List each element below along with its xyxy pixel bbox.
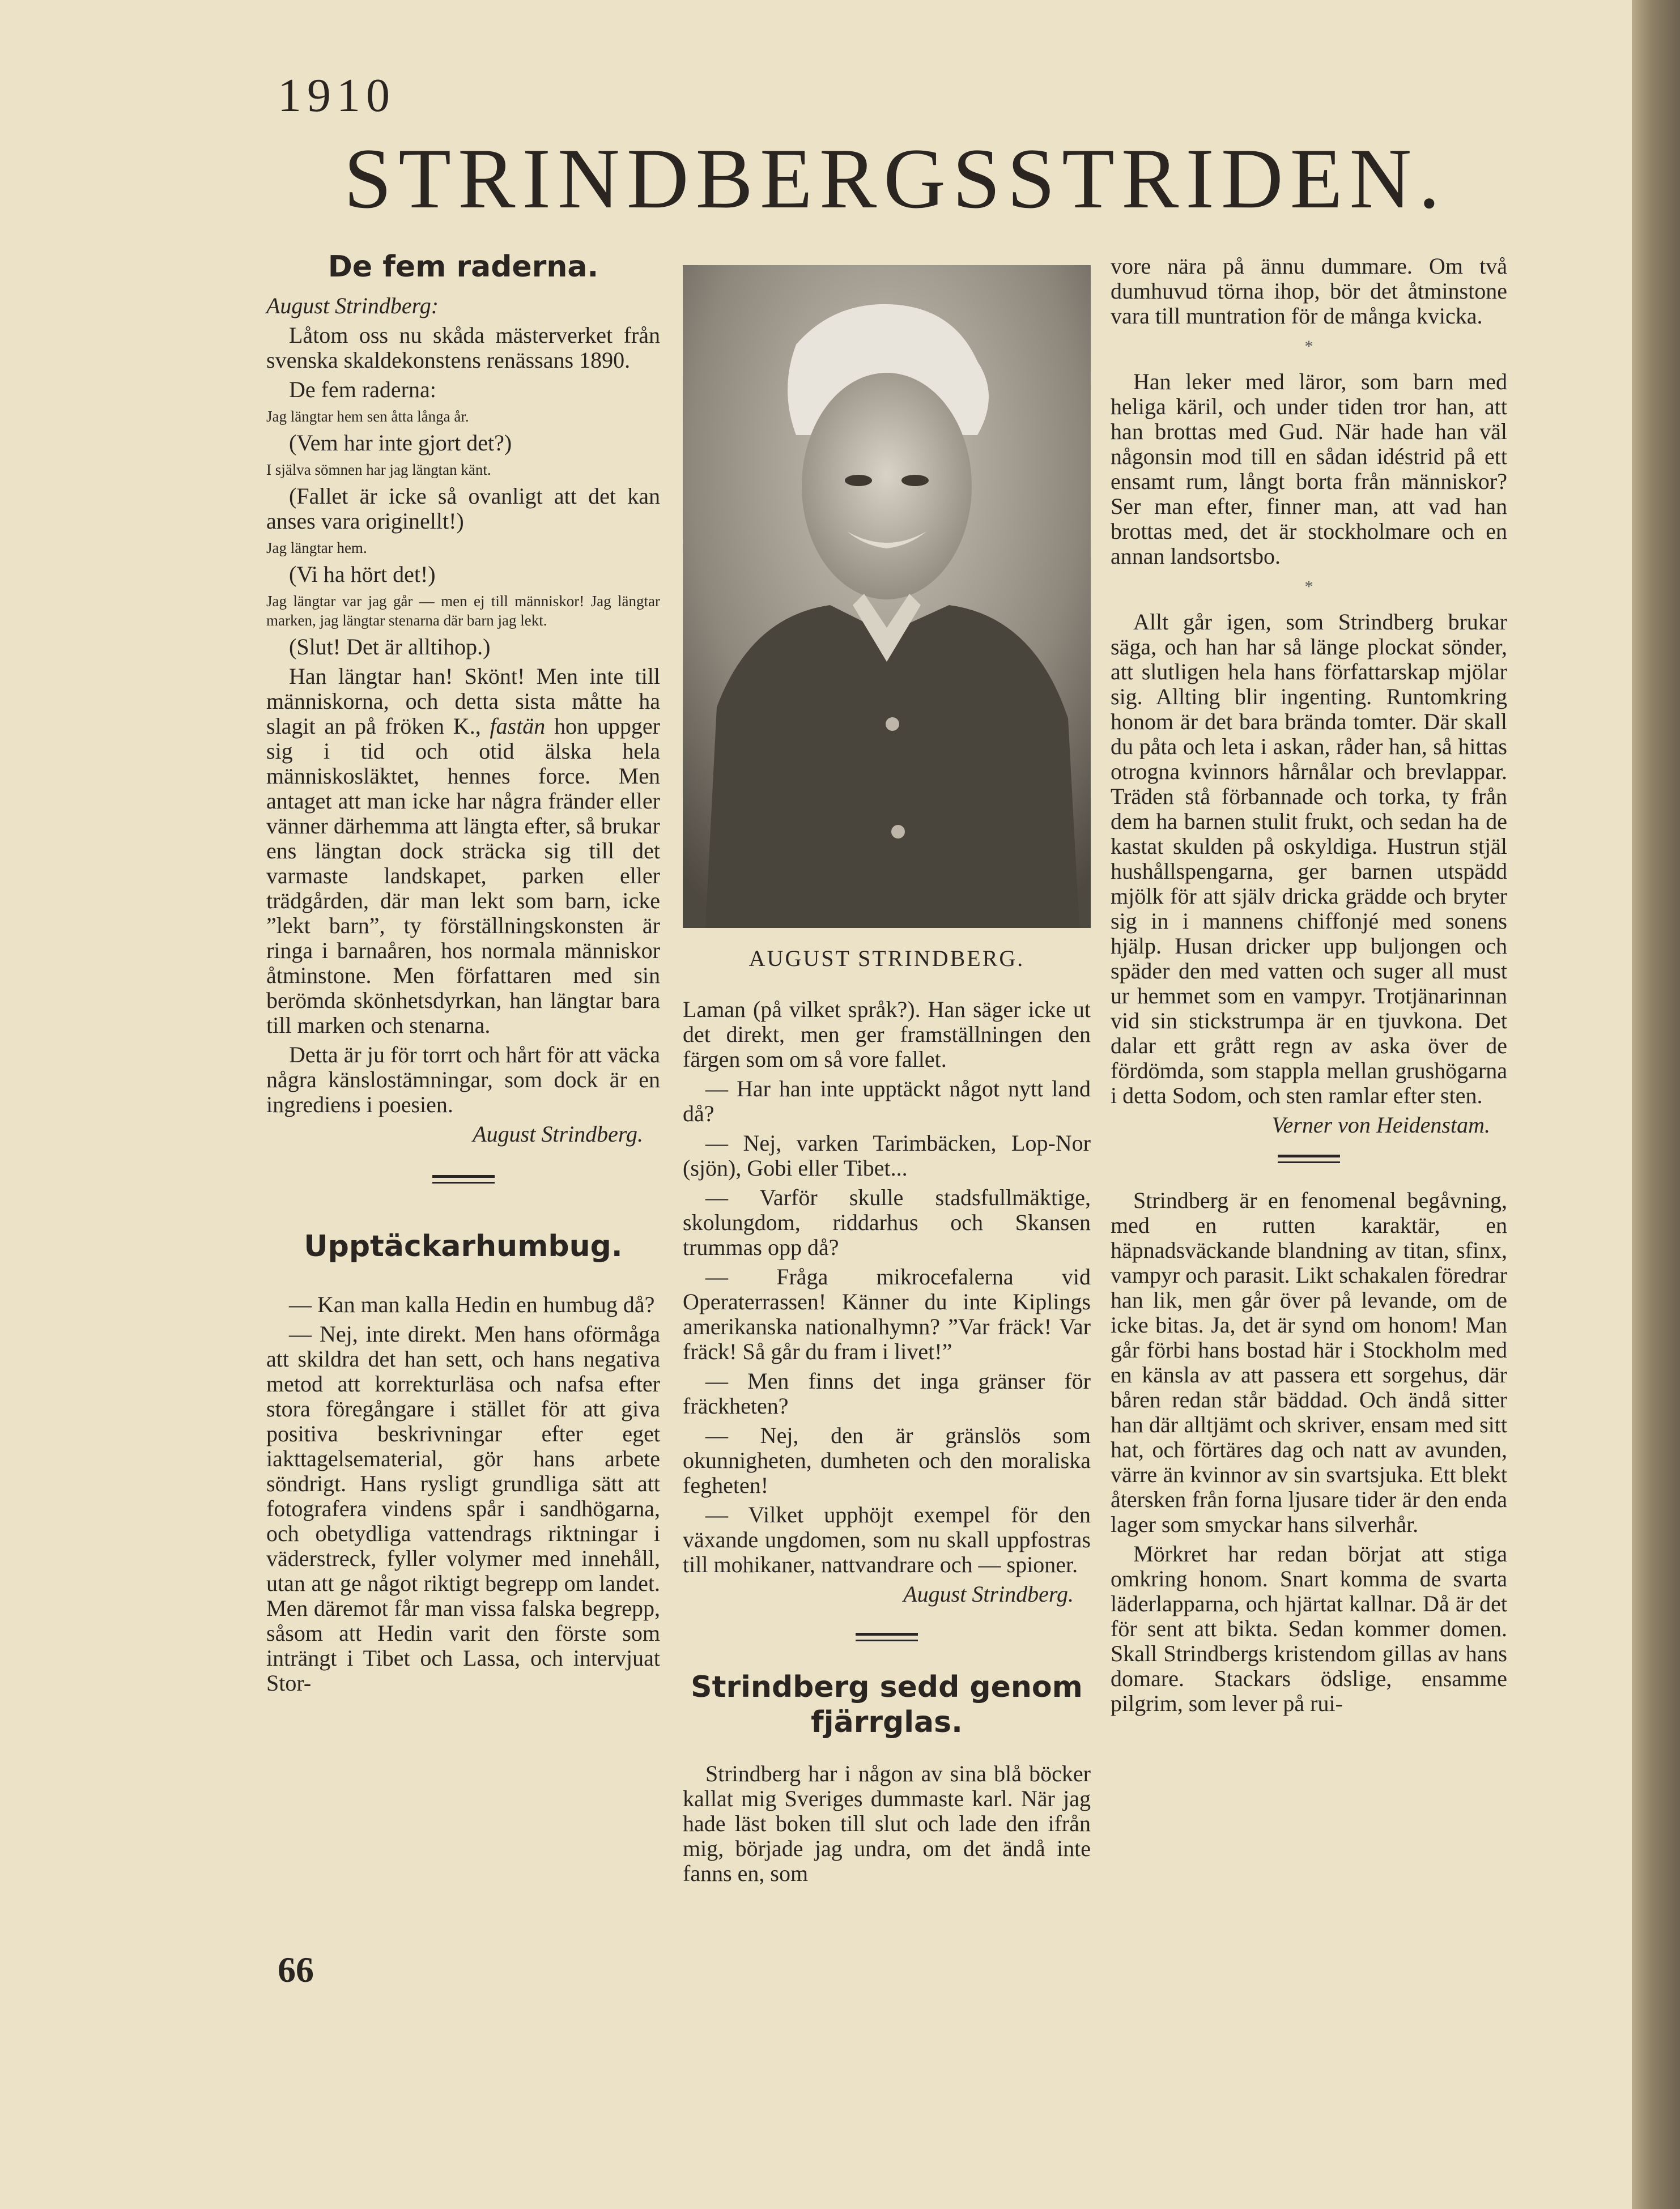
paragraph: — Nej, inte direkt. Men hans oförmåga att skildra det han sett, och hans negativa metod att korrekturläsa och nafsa efter stora föregångare i stället för att giva positiva beskrivningar efter eget iakttagelsematerial, gör hans arbete söndrigt. Hans rysligt grundliga sätt att fotografera vindens spår i sandhögarna, och obetydliga vattendrags riktningar i väderstreck, fyller volymer med innehåll, utan att ge något riktigt begrepp om landet. Men däremot får man vissa falska begrepp, såsom att Hedin varit den förste som inträngt i Tibet och Lassa, och intervjuat Stor- bbox=[266, 1321, 660, 1696]
section-star: * bbox=[1304, 337, 1313, 356]
poem-quote: Jag längtar var jag går — men ej till människor! Jag längtar marken, jag längtar stenarna där barn jag lekt. bbox=[266, 593, 660, 629]
section-star: * bbox=[1304, 577, 1313, 596]
dialogue-line: — Vilket upphöjt exempel för den växande ungdomen, som nu skall uppfostras till mohikaner, nattvandrare och — spioner. bbox=[683, 1502, 1091, 1577]
column-left bbox=[266, 249, 660, 1700]
poem-quote: I själva sömnen har jag längtan känt. bbox=[266, 461, 491, 478]
poem-quote: Jag längtar hem. bbox=[266, 539, 367, 556]
page-edge bbox=[1632, 0, 1680, 2209]
comment: (Slut! Det är alltihop.) bbox=[289, 634, 491, 659]
dialogue-line: — Men finns det inga gränser för fräckheten? bbox=[683, 1368, 1091, 1419]
page-number: 66 bbox=[278, 1950, 314, 1990]
signature: Verner von Heidenstam. bbox=[1271, 1112, 1490, 1138]
signature: August Strindberg. bbox=[903, 1581, 1074, 1607]
text-run: hon uppger sig i tid och otid älska hela människosläktet, hennes force. Men antaget att man icke har några fränder eller vänner därhemma att längta efter, så brukar ens längtan dock sträcka sig till det varmaste landskapet, parken eller trädgården, där man lekt som barn, icke ”lekt barn”, ty förställningskonsten är ringa i barnaåren, hos normala människor åtminstone. Men författaren med sin berömda skönhetsdyrkan, han längtar bara till marken och stenarna. bbox=[266, 713, 661, 1038]
byline: August Strindberg: bbox=[266, 293, 439, 318]
paragraph: — Kan man kalla Hedin en humbug då? bbox=[289, 1292, 655, 1317]
dialogue-line: — Fråga mikrocefalerna vid Operaterrassen! Känner du inte Kiplings amerikanska nationalhymn? ”Var fräck! Var fräck! Så går du fram i livet!” bbox=[683, 1264, 1091, 1364]
comment: (Vi ha hört det!) bbox=[289, 561, 436, 587]
signature: August Strindberg. bbox=[473, 1121, 643, 1147]
paragraph: Strindberg är en fenomenal begåvning, med en rutten karaktär, en häpnadsväckande blandning av titan, sfinx, vampyr och parasit. Likt schakalen föredrar han lik, men går över på levande, om de icke bitas. Ja, det är synd om honom! Man går förbi hans bostad här i Stockholm med en känsla av att passera ett sorgehus, där båren redan står bäddad. Och ändå sitter han där alltjämt och skriver, ensam med sitt hat, och förtäres dag och natt av avunden, värre än kvinnor av sin svartsjuka. Ett blekt återsken från forna ljusare tider är den enda lager som smyckar hans silverhår. bbox=[1111, 1188, 1507, 1537]
paragraph: Han leker med läror, som barn med heliga käril, och under tiden tror han, att han brottas med Gud. När hade han väl någonsin mod till en sådan idéstrid på ett ensamt rum, långt borta från människor? Ser man efter, finner man, att vad han brottas med, det är stockholmare och en annan landsortsbo. bbox=[1111, 369, 1507, 569]
section-heading-fjarrglas: Strindberg sedd genom fjärrglas. bbox=[691, 1670, 1083, 1739]
paragraph: Strindberg har i någon av sina blå böcker kallat mig Sveriges dummaste karl. När jag hade läst boken till slut och lade den ifrån mig, började jag undra, om det ändå inte fanns en, som bbox=[683, 1761, 1091, 1886]
paragraph: Laman (på vilket språk?). Han säger icke ut det direkt, men ger framställningen den färgen som om så vore fallet. bbox=[683, 997, 1091, 1072]
paragraph bbox=[266, 664, 660, 1038]
section-rule bbox=[432, 1175, 495, 1184]
section-rule bbox=[856, 1633, 918, 1641]
photo-caption: AUGUST STRINDBERG. bbox=[748, 946, 1025, 971]
section-heading-de-fem-raderna: De fem raderna. bbox=[328, 250, 599, 284]
paragraph: Låtom oss nu skåda mästerverket från svenska skaldekonstens renässans 1890. bbox=[266, 322, 660, 373]
portrait-photo bbox=[683, 265, 1091, 928]
dialogue-line: — Varför skulle stadsfullmäktige, skolungdom, riddarhus och Skansen trummas opp då? bbox=[683, 1185, 1091, 1260]
paragraph: vore nära på ännu dummare. Om två dumhuvud törna ihop, bör det åtminstone vara till muntration för de många kvicka. bbox=[1111, 253, 1507, 329]
dialogue-line: — Nej, varken Tarimbäcken, Lop-Nor (sjön), Gobi eller Tibet... bbox=[683, 1130, 1091, 1181]
year-heading: 1910 bbox=[278, 69, 395, 122]
dialogue-line: — Har han inte upptäckt något nytt land då? bbox=[683, 1076, 1091, 1126]
column-right bbox=[1111, 254, 1507, 1721]
comment: (Vem har inte gjort det?) bbox=[289, 430, 512, 456]
section-heading-upptackarhumbug: Upptäckarhumbug. bbox=[304, 1229, 623, 1263]
column-middle bbox=[683, 997, 1091, 1891]
paragraph: Detta är ju för torrt och hårt för att väcka några känslostämningar, som dock är en ingrediens i poesien. bbox=[266, 1042, 660, 1117]
comment: (Fallet är icke så ovanligt att det kan anses vara originellt!) bbox=[266, 483, 660, 534]
dialogue-line: — Nej, den är gränslös som okunnigheten, dumheten och den moraliska fegheten! bbox=[683, 1423, 1091, 1498]
section-rule bbox=[1278, 1155, 1340, 1163]
paragraph: Mörkret har redan börjat att stiga omkring honom. Snart komma de svarta läderlapparna, och hjärtat kallnar. Då är det för sent att bikta. Sedan kommer domen. Skall Strindbergs kristendom gillas av hans domare. Stackars ödslige, ensamme pilgrim, som lever på rui- bbox=[1111, 1541, 1507, 1716]
text-run: Han längtar han! Skönt! Men inte till människorna, och detta sista måtte ha slagit an på fröken K., bbox=[266, 663, 660, 739]
poem-quote: Jag längtar hem sen åtta långa år. bbox=[266, 408, 469, 425]
portrait-image bbox=[683, 265, 1091, 928]
emphasis: fastän bbox=[490, 713, 546, 739]
page-title: STRINDBERGSSTRIDEN. bbox=[343, 131, 1447, 226]
paragraph: De fem raderna: bbox=[289, 377, 436, 402]
paragraph: Allt går igen, som Strindberg brukar säga, och han har så länge plockat sönder, att slutligen hela hans författarskap mjölar sig. Allting blir ingenting. Runtomkring honom är det bara brända tomter. Där skall du påta och leta i askan, råder han, så hittas otrogna kvinnors hårnålar och brevlappar. Träden stå förbannade och torka, ty från dem ha barnen stulit frukt, och sedan ha de kastat skulden på oskyldiga. Hustrun stjäl hushållspengarna, ger barnen utspädd mjölk för att själv dricka grädde och bryter sig in i mannens chiffonjé med sonens hjälp. Husan dricker upp buljongen och späder den med vatten och suger all must ur hemmet som en vampyr. Trotjänarinnan vid sin stickstrumpa är en tjuvkona. Det dalar ett grått regn av aska över de fördömda, som stappla mellan grushögarna i detta Sodom, och sten ramlar efter sten. bbox=[1111, 609, 1507, 1108]
